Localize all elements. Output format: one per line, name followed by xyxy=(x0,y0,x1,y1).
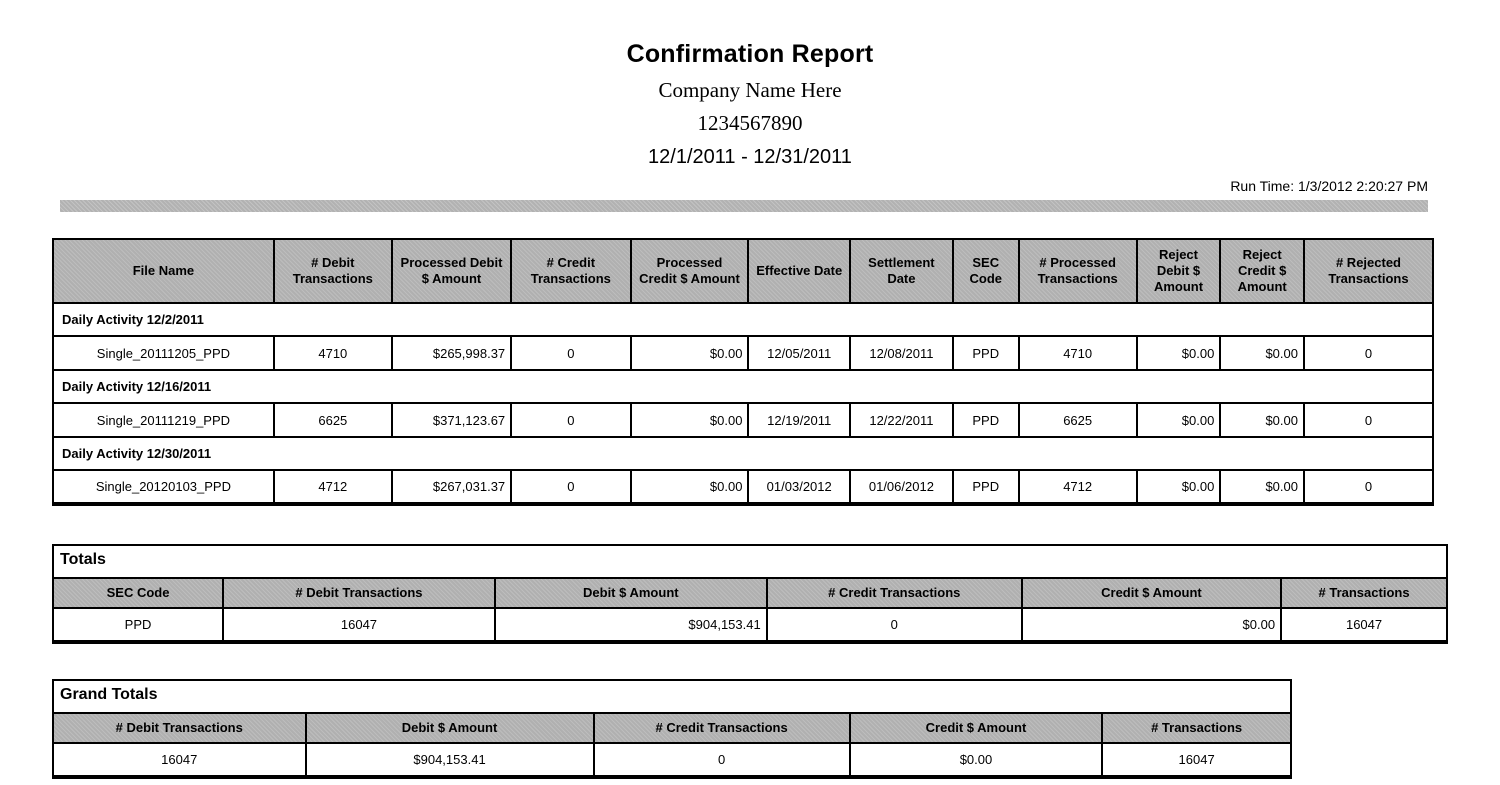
column-header: # Transactions xyxy=(1281,578,1447,608)
table-cell: 4710 xyxy=(1019,336,1137,370)
group-label: Daily Activity 12/30/2011 xyxy=(53,437,1433,470)
table-cell: 0 xyxy=(511,336,630,370)
grand-totals-table xyxy=(52,712,1292,779)
column-header: # Credit Transactions xyxy=(511,239,630,303)
group-header-row xyxy=(53,437,1433,470)
column-header: SEC Code xyxy=(953,239,1019,303)
table-cell: 0 xyxy=(511,470,630,504)
table-cell: 16047 xyxy=(1281,608,1447,642)
company-name: Company Name Here xyxy=(658,78,842,102)
grand-totals-header-row xyxy=(53,713,1291,743)
table-cell: $0.00 xyxy=(1022,608,1281,642)
table-cell: $0.00 xyxy=(1220,403,1304,437)
column-header: Debit $ Amount xyxy=(495,578,767,608)
table-row xyxy=(53,470,1433,504)
totals-title: Totals xyxy=(52,544,1448,577)
column-header: # Debit Transactions xyxy=(274,239,392,303)
company-number: 1234567890 xyxy=(697,111,803,135)
table-cell: $904,153.41 xyxy=(495,608,767,642)
run-time-stamp: Run Time: 1/3/2012 2:20:27 PM xyxy=(1230,178,1428,194)
table-cell: 4712 xyxy=(1019,470,1137,504)
header-divider-bar xyxy=(60,200,1428,212)
column-header: # Rejected Transactions xyxy=(1304,239,1433,303)
group-header-row xyxy=(53,303,1433,336)
table-cell: $0.00 xyxy=(1137,403,1221,437)
daily-activity-header-row xyxy=(53,239,1433,303)
column-header: Reject Credit $ Amount xyxy=(1220,239,1304,303)
table-cell: 12/22/2011 xyxy=(850,403,953,437)
table-row xyxy=(53,608,1447,642)
table-cell: 0 xyxy=(1304,336,1433,370)
column-header: Credit $ Amount xyxy=(1022,578,1281,608)
page-title: Confirmation Report xyxy=(626,40,874,68)
table-cell: PPD xyxy=(953,470,1019,504)
grand-totals-section xyxy=(52,679,1292,779)
table-cell: $0.00 xyxy=(631,336,749,370)
table-cell: 12/19/2011 xyxy=(748,403,850,437)
group-header-row xyxy=(53,370,1433,403)
column-header: Settlement Date xyxy=(850,239,953,303)
totals-section xyxy=(52,544,1448,644)
column-header: # Credit Transactions xyxy=(767,578,1022,608)
table-cell: PPD xyxy=(953,336,1019,370)
table-cell: 12/08/2011 xyxy=(850,336,953,370)
table-row xyxy=(53,403,1433,437)
table-cell: 0 xyxy=(767,608,1022,642)
table-cell: $265,998.37 xyxy=(392,336,511,370)
column-header: Credit $ Amount xyxy=(850,713,1103,743)
table-cell: 0 xyxy=(1304,403,1433,437)
table-cell: 6625 xyxy=(1019,403,1137,437)
totals-header-row xyxy=(53,578,1447,608)
table-cell: $0.00 xyxy=(1137,336,1221,370)
column-header: Processed Debit $ Amount xyxy=(392,239,511,303)
column-header: # Transactions xyxy=(1102,713,1291,743)
table-cell: 16047 xyxy=(223,608,495,642)
column-header: Processed Credit $ Amount xyxy=(631,239,749,303)
grand-totals-title: Grand Totals xyxy=(52,679,1292,712)
report-date-range: 12/1/2011 - 12/31/2011 xyxy=(648,146,852,168)
table-cell: PPD xyxy=(53,608,223,642)
table-cell: 16047 xyxy=(53,743,306,777)
table-cell: 01/03/2012 xyxy=(748,470,850,504)
table-cell: 4710 xyxy=(274,336,392,370)
table-cell: $904,153.41 xyxy=(306,743,594,777)
table-cell: $0.00 xyxy=(1220,470,1304,504)
table-cell: PPD xyxy=(953,403,1019,437)
column-header: Debit $ Amount xyxy=(306,713,594,743)
column-header: Reject Debit $ Amount xyxy=(1137,239,1221,303)
table-cell: 16047 xyxy=(1102,743,1291,777)
table-cell: 6625 xyxy=(274,403,392,437)
column-header: SEC Code xyxy=(53,578,223,608)
column-header: # Processed Transactions xyxy=(1019,239,1137,303)
column-header: File Name xyxy=(53,239,274,303)
table-cell: 0 xyxy=(594,743,850,777)
column-header: # Debit Transactions xyxy=(223,578,495,608)
table-cell: 01/06/2012 xyxy=(850,470,953,504)
table-cell: Single_20111219_PPD xyxy=(53,403,274,437)
table-cell: 12/05/2011 xyxy=(748,336,850,370)
table-cell: Single_20120103_PPD xyxy=(53,470,274,504)
table-cell: $0.00 xyxy=(631,470,749,504)
group-label: Daily Activity 12/2/2011 xyxy=(53,303,1433,336)
group-label: Daily Activity 12/16/2011 xyxy=(53,370,1433,403)
column-header: # Credit Transactions xyxy=(594,713,850,743)
table-cell: Single_20111205_PPD xyxy=(53,336,274,370)
table-cell: $0.00 xyxy=(631,403,749,437)
table-row xyxy=(53,743,1291,777)
table-row xyxy=(53,336,1433,370)
daily-activity-table xyxy=(52,238,1434,506)
column-header: # Debit Transactions xyxy=(53,713,306,743)
table-cell: $267,031.37 xyxy=(392,470,511,504)
report-header xyxy=(0,0,1500,169)
table-cell: 4712 xyxy=(274,470,392,504)
table-cell: $0.00 xyxy=(1220,336,1304,370)
table-cell: 0 xyxy=(511,403,630,437)
table-cell: 0 xyxy=(1304,470,1433,504)
column-header: Effective Date xyxy=(748,239,850,303)
table-cell: $0.00 xyxy=(1137,470,1221,504)
table-cell: $371,123.67 xyxy=(392,403,511,437)
totals-table xyxy=(52,577,1448,644)
table-cell: $0.00 xyxy=(850,743,1103,777)
